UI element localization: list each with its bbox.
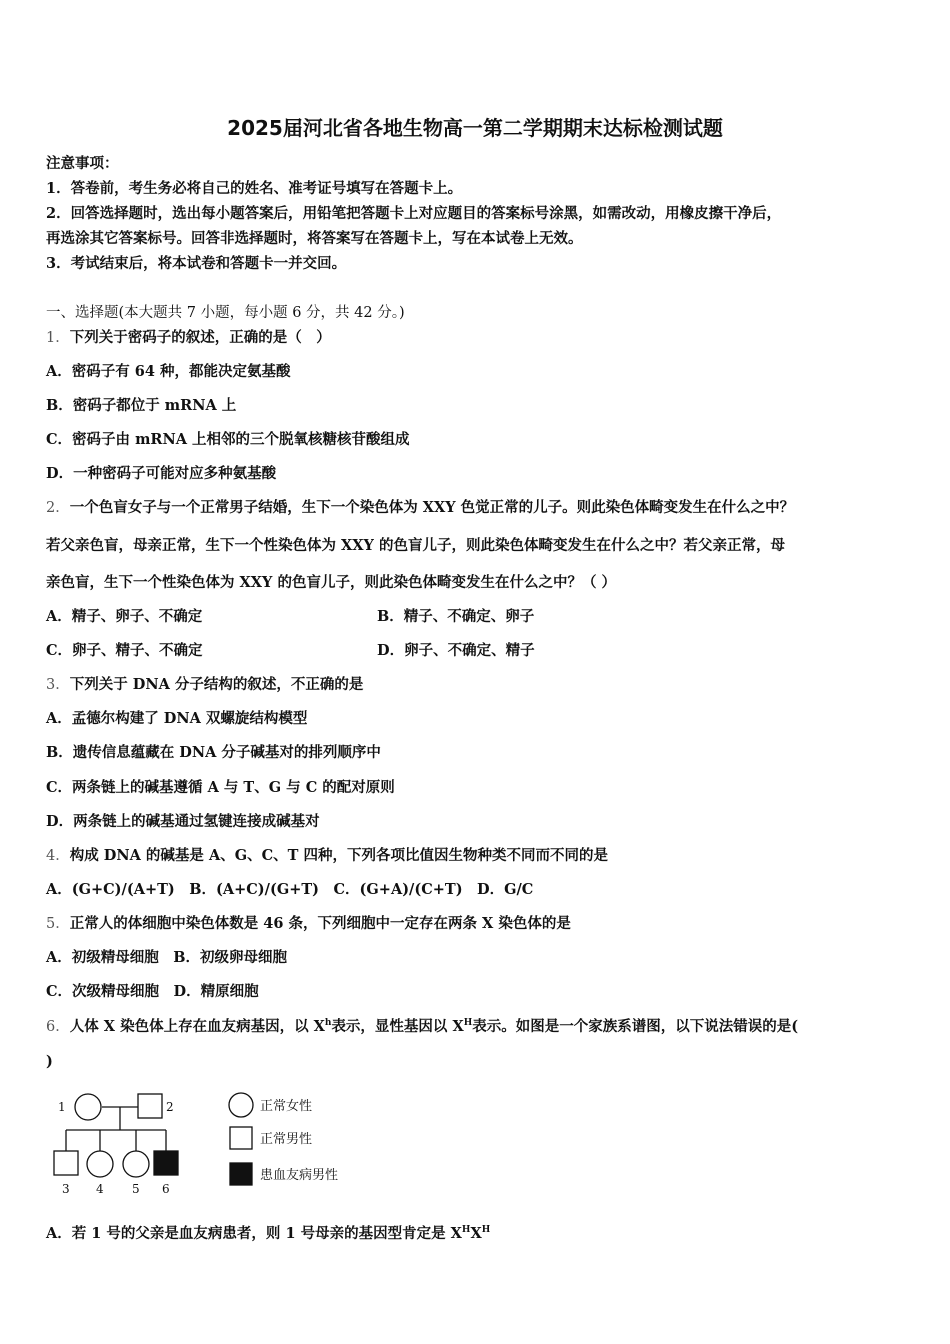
question-2 (46, 496, 794, 517)
legend-label-normal-female: 正常女性 (260, 1099, 313, 1114)
question-stem: 正常人的体细胞中染色体数是 46 条，下列细胞中一定存在两条 X 染色体的是 (69, 915, 571, 932)
question-6 (46, 1015, 798, 1036)
page-title: 2025届河北省各地生物高一第二学期期末达标检测试题 (227, 116, 723, 140)
q1-option-c: C．密码子由 mRNA 上相邻的三个脱氧核糖核苷酸组成 (46, 431, 410, 448)
legend-male-symbol (230, 1127, 252, 1149)
option-text: A．若 1 号的父亲是血友病患者，则 1 号母亲的基因型肯定是 X (46, 1225, 462, 1242)
notice-item-3: 3．考试结束后，将本试卷和答题卡一并交回。 (46, 255, 347, 272)
notice-item-2-cont: 再选涂其它答案标号。回答非选择题时，将答案写在答题卡上，写在本试卷上无效。 (46, 230, 583, 247)
q6-option-a (46, 1222, 490, 1243)
question-stem: 下列关于 DNA 分子结构的叙述，不正确的是 (69, 676, 364, 693)
q5-options-ab: A．初级精母细胞 B．初级卵母细胞 (46, 949, 288, 966)
q2-option-d: D．卵子、不确定、精子 (377, 642, 535, 659)
question-stem-part: 人体 X 染色体上存在血友病基因，以 X (69, 1018, 325, 1035)
individual-4-female (87, 1151, 113, 1177)
q3-option-a: A．孟德尔构建了 DNA 双螺旋结构模型 (46, 710, 308, 727)
notice-item-2: 2．回答选择题时，选出每小题答案后，用铅笔把答题卡上对应题目的答案标号涂黑，如需改动，用橡皮擦干净后， (46, 205, 782, 222)
question-stem: 一个色盲女子与一个正常男子结婚，生下一个染色体为 XXY 色觉正常的儿子。则此染色体畸变发生在什么之中？ (69, 499, 795, 516)
pedigree-label-6: 6 (162, 1182, 170, 1196)
pedigree-diagram (46, 1085, 366, 1200)
superscript-h: h (324, 1018, 332, 1029)
q1-option-a: A．密码子有 64 种，都能决定氨基酸 (46, 363, 291, 380)
q3-option-c: C．两条链上的碱基遵循 A 与 T、G 与 C 的配对原则 (46, 779, 395, 796)
q4-options: A．(G+C)/(A+T) B．(A+C)/(G+T) C．(G+A)/(C+T) D．G/C (46, 881, 534, 898)
notice-heading: 注意事项： (46, 155, 119, 172)
superscript-H: H (463, 1018, 473, 1029)
question-stem-part: 表示。如图是一个家族系谱图，以下说法错误的是( (472, 1018, 799, 1035)
pedigree-label-5: 5 (132, 1182, 140, 1196)
pedigree-label-4: 4 (96, 1182, 104, 1196)
option-text: X (470, 1225, 482, 1242)
q1-option-b: B．密码子都位于 mRNA 上 (46, 397, 237, 414)
question-1 (46, 326, 331, 347)
legend-affected-male-symbol (230, 1163, 252, 1185)
question-number: 6． (46, 1019, 70, 1035)
q2-stem-line-2: 若父亲色盲，母亲正常，生下一个性染色体为 XXY 的色盲儿子，则此染色体畸变发生在什么之中？若父亲正常，母 (46, 537, 785, 554)
legend-label-affected-male: 患血友病男性 (260, 1168, 339, 1183)
legend-label-normal-male: 正常男性 (260, 1132, 313, 1147)
pedigree-label-3: 3 (62, 1182, 70, 1196)
pedigree-label-2: 2 (166, 1100, 174, 1114)
legend-female-symbol (229, 1093, 253, 1117)
notice-item-1: 1．答卷前，考生务必将自己的姓名、准考证号填写在答题卡上。 (46, 180, 463, 197)
q2-stem-line-3: 亲色盲，生下一个性染色体为 XXY 的色盲儿子，则此染色体畸变发生在什么之中？（ ） (46, 574, 616, 591)
individual-6-affected-male (154, 1151, 178, 1175)
question-4 (46, 844, 608, 865)
individual-3-male (54, 1151, 78, 1175)
question-number: 5． (46, 916, 70, 932)
individual-5-female (123, 1151, 149, 1177)
q3-option-d: D．两条链上的碱基通过氢键连接成碱基对 (46, 813, 320, 830)
individual-2-male (138, 1094, 162, 1118)
q3-option-b: B．遗传信息蕴藏在 DNA 分子碱基对的排列顺序中 (46, 744, 381, 761)
question-stem: 构成 DNA 的碱基是 A、G、C、T 四种，下列各项比值因生物种类不同而不同的是 (69, 847, 608, 864)
question-stem: 下列关于密码子的叙述，正确的是（ ） (69, 329, 331, 346)
q2-option-b: B．精子、不确定、卵子 (377, 608, 535, 625)
q2-option-a: A．精子、卵子、不确定 (46, 608, 203, 625)
section-heading: 一、选择题(本大题共 7 小题，每小题 6 分，共 42 分。) (46, 305, 405, 321)
q5-options-cd: C．次级精母细胞 D．精原细胞 (46, 983, 259, 1000)
question-5 (46, 912, 571, 933)
question-number: 4． (46, 848, 70, 864)
question-number: 3． (46, 677, 70, 693)
q1-option-d: D．一种密码子可能对应多种氨基酸 (46, 465, 277, 482)
question-number: 2． (46, 500, 70, 516)
q6-stem-end: ) (46, 1053, 53, 1070)
question-stem-part: 表示，显性基因以 X (331, 1018, 464, 1035)
q2-option-c: C．卵子、精子、不确定 (46, 642, 203, 659)
individual-1-female (75, 1094, 101, 1120)
question-number: 1． (46, 330, 70, 346)
superscript-H: H (481, 1225, 491, 1236)
question-3 (46, 673, 363, 694)
pedigree-label-1: 1 (58, 1100, 66, 1114)
superscript-H: H (461, 1225, 471, 1236)
